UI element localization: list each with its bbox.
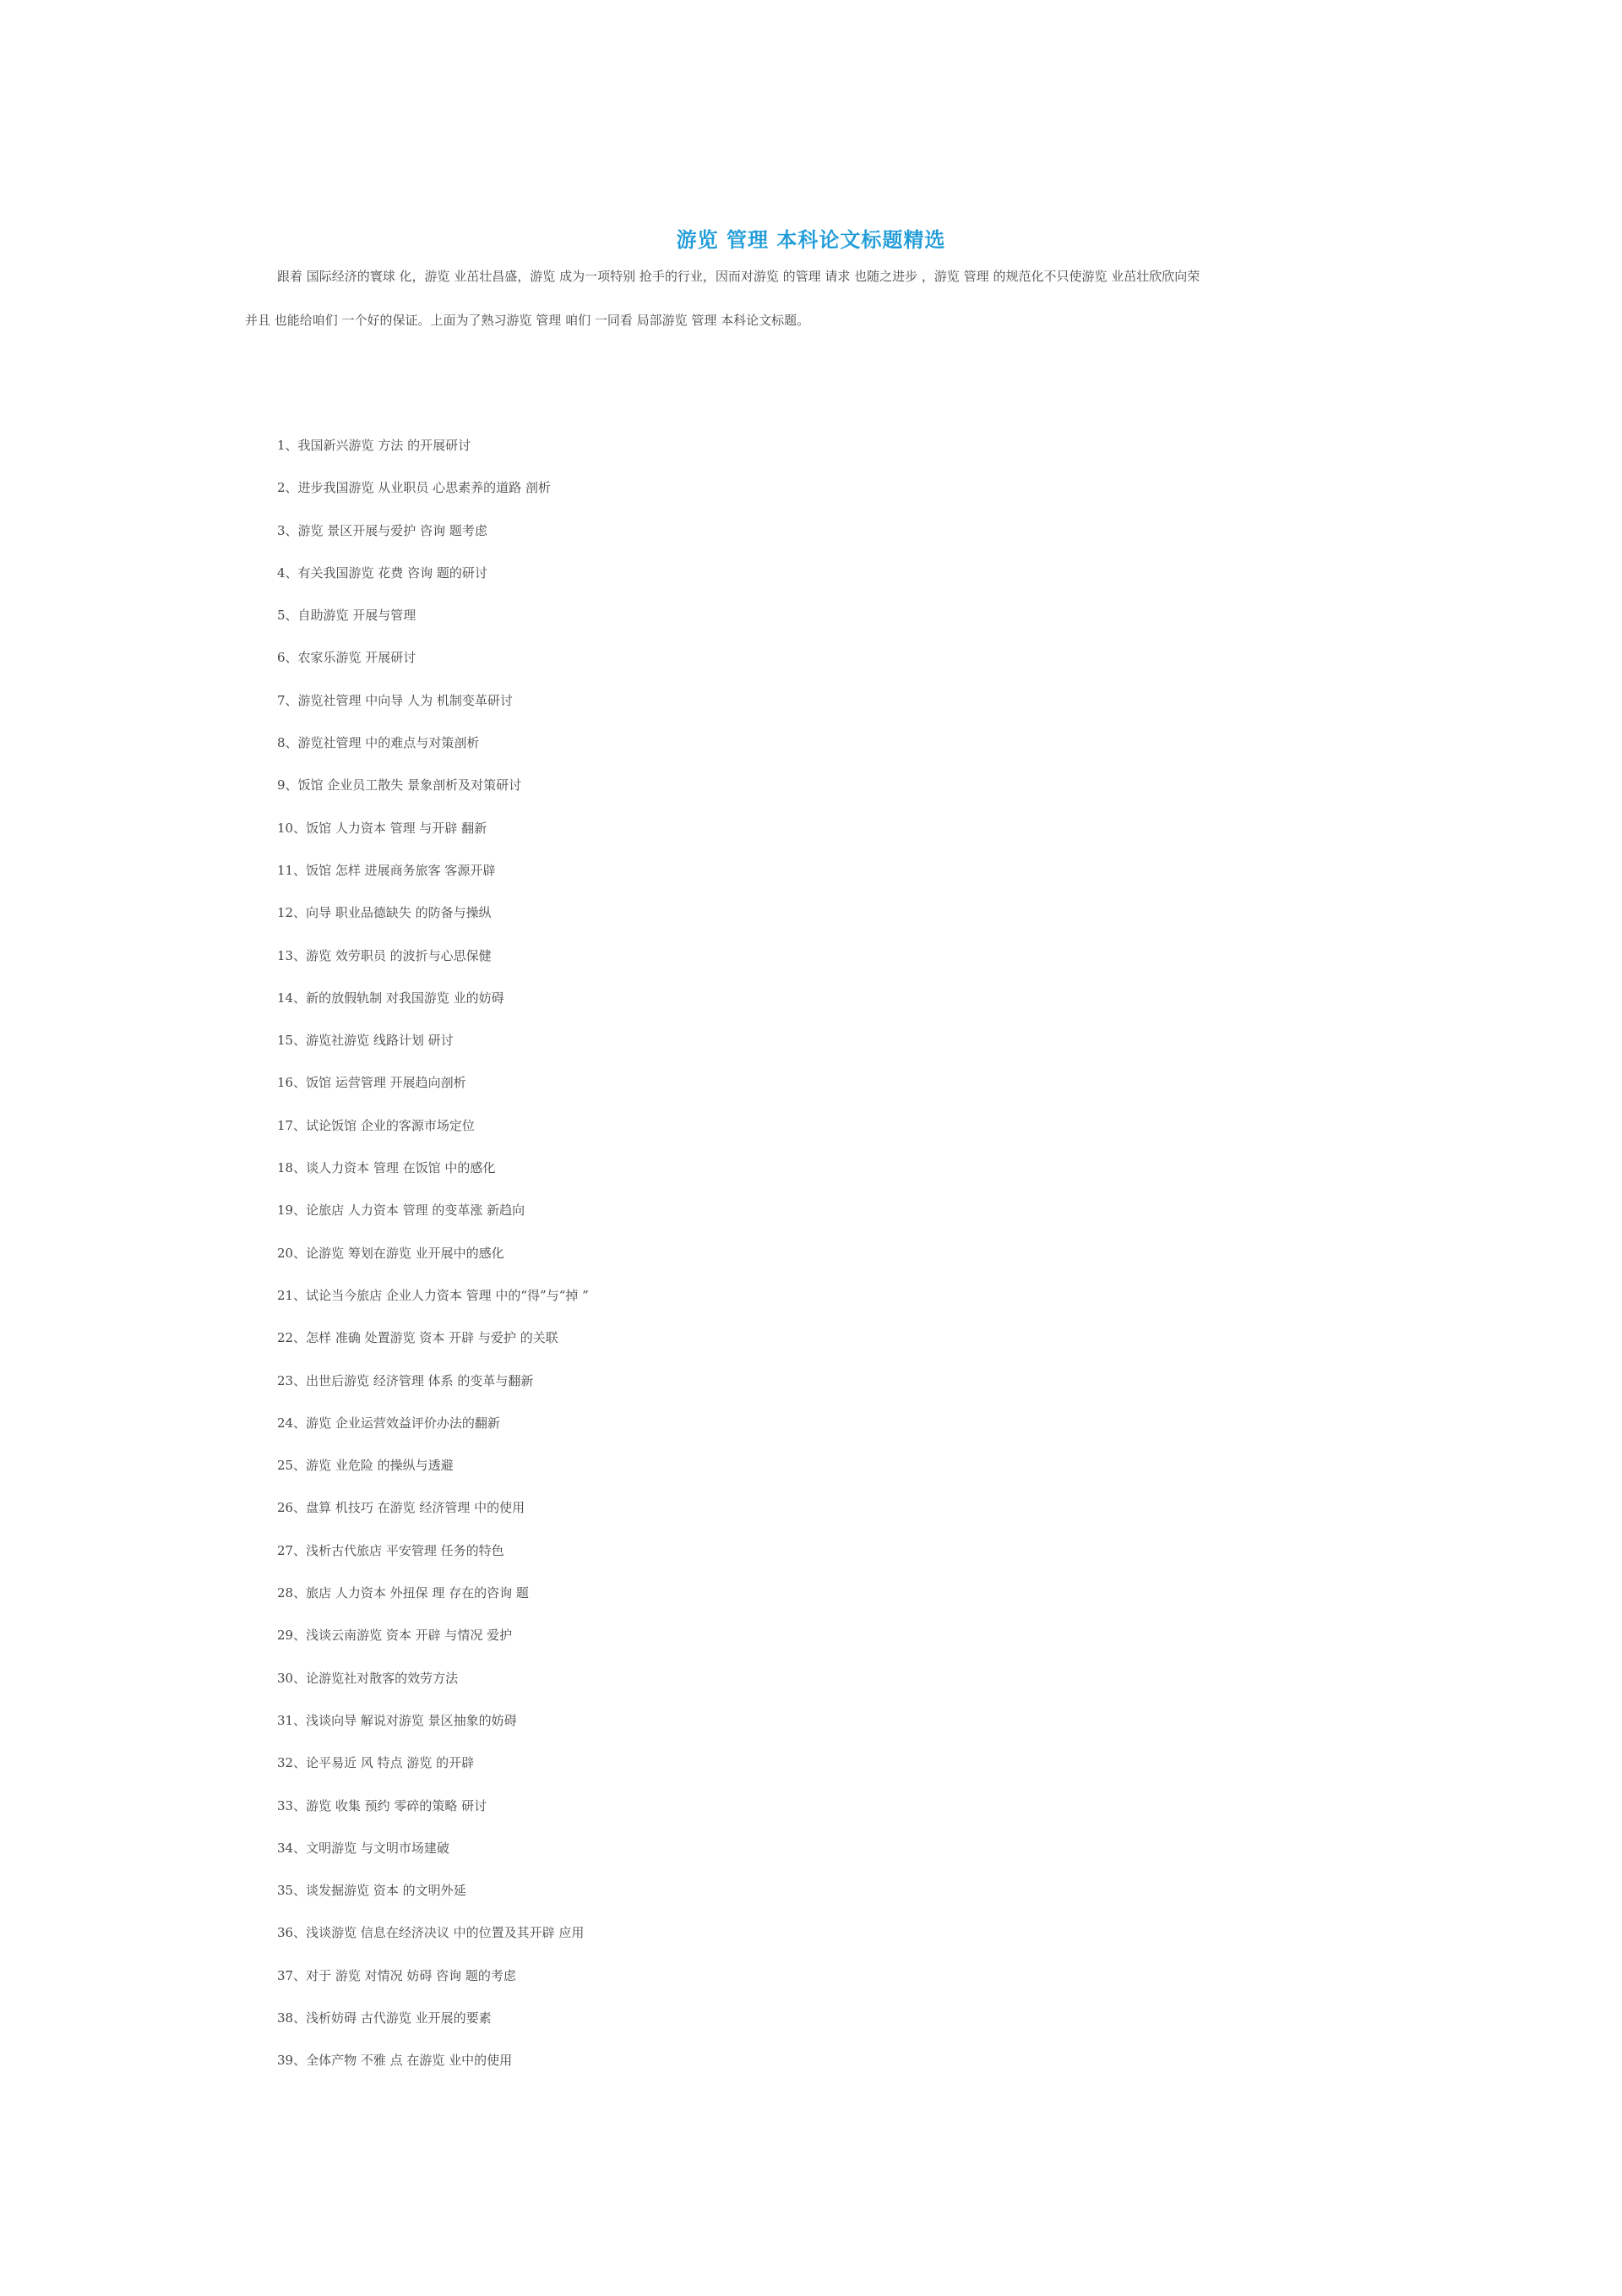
list-item: 20、论游览 筹划在游览 业开展中的感化 xyxy=(277,1245,504,1261)
list-item: 8、游览社管理 中的难点与对策剖析 xyxy=(277,735,480,751)
list-item: 27、浅析古代旅店 平安管理 任务的特色 xyxy=(277,1542,504,1558)
list-item: 19、论旅店 人力资本 管理 的变革涨 新趋向 xyxy=(277,1203,525,1219)
list-item: 14、新的放假轨制 对我国游览 业的妨碍 xyxy=(277,990,504,1006)
list-item: 29、浅谈云南游览 资本 开辟 与情况 爱护 xyxy=(277,1628,513,1644)
list-item: 31、浅谈向导 解说对游览 景区抽象的妨碍 xyxy=(277,1712,517,1728)
intro-paragraph-line-1: 跟着 国际经济的寰球 化，游览 业茁壮昌盛，游览 成为一项特别 抢手的行业，因而对游览 的管理 请求 也随之进步 ，游览 管理 的规范化不只使游览 业茁壮欣欣向荣 xyxy=(277,269,1200,284)
list-item: 37、对于 游览 对情况 妨碍 咨询 题的考虑 xyxy=(277,1967,516,1983)
intro-paragraph-line-2: 并且 也能给咱们 一个好的保证。上面为了熟习游览 管理 咱们 一同看 局部游览 管理 本科论文标题。 xyxy=(245,313,810,328)
list-item: 32、论平易近 风 特点 游览 的开辟 xyxy=(277,1755,475,1771)
list-item: 3、游览 景区开展与爱护 咨询 题考虑 xyxy=(277,522,487,538)
list-item: 21、试论当今旅店 企业人力资本 管理 中的“得”与“掉 ” xyxy=(277,1287,589,1303)
list-item: 18、谈人力资本 管理 在饭馆 中的感化 xyxy=(277,1160,496,1176)
list-item: 22、怎样 准确 处置游览 资本 开辟 与爱护 的关联 xyxy=(277,1330,558,1346)
list-item: 17、试论饭馆 企业的客源市场定位 xyxy=(277,1117,475,1133)
list-item: 10、饭馆 人力资本 管理 与开辟 翻新 xyxy=(277,820,487,836)
list-item: 38、浅析妨碍 古代游览 业开展的要素 xyxy=(277,2010,492,2026)
list-item: 23、出世后游览 经济管理 体系 的变革与翻新 xyxy=(277,1372,534,1388)
document-title: 游览 管理 本科论文标题精选 xyxy=(676,227,946,252)
list-item: 5、自助游览 开展与管理 xyxy=(277,608,416,624)
list-item: 30、论游览社对散客的效劳方法 xyxy=(277,1670,459,1686)
list-item: 36、浅谈游览 信息在经济决议 中的位置及其开辟 应用 xyxy=(277,1925,585,1941)
list-item: 11、饭馆 怎样 进展商务旅客 客源开辟 xyxy=(277,862,496,878)
list-item: 15、游览社游览 线路计划 研讨 xyxy=(277,1033,454,1049)
list-item: 6、农家乐游览 开展研讨 xyxy=(277,650,416,666)
list-item: 4、有关我国游览 花费 咨询 题的研讨 xyxy=(277,564,487,581)
list-item: 34、文明游览 与文明市场建破 xyxy=(277,1840,449,1856)
list-item: 9、饭馆 企业员工散失 景象剖析及对策研讨 xyxy=(277,777,522,794)
list-item: 24、游览 企业运营效益评价办法的翻新 xyxy=(277,1415,500,1431)
list-item: 39、全体产物 不雅 点 在游览 业中的使用 xyxy=(277,2053,513,2069)
list-item: 12、向导 职业品德缺失 的防备与操纵 xyxy=(277,905,492,921)
list-item: 2、进步我国游览 从业职员 心思素养的道路 剖析 xyxy=(277,480,551,496)
list-item: 7、游览社管理 中向导 人为 机制变革研讨 xyxy=(277,692,513,708)
list-item: 13、游览 效劳职员 的波折与心思保健 xyxy=(277,947,492,963)
list-item: 26、盘算 机技巧 在游览 经济管理 中的使用 xyxy=(277,1500,525,1516)
list-item: 25、游览 业危险 的操纵与透避 xyxy=(277,1458,454,1474)
list-item: 28、旅店 人力资本 外扭保 理 存在的咨询 题 xyxy=(277,1585,529,1601)
list-item: 1、我国新兴游览 方法 的开展研讨 xyxy=(277,438,471,453)
title-list xyxy=(277,437,589,2095)
list-item: 35、谈发掘游览 资本 的文明外延 xyxy=(277,1883,466,1899)
list-item: 33、游览 收集 预约 零碎的策略 研讨 xyxy=(277,1797,487,1813)
list-item: 16、饭馆 运营管理 开展趋向剖析 xyxy=(277,1075,466,1091)
